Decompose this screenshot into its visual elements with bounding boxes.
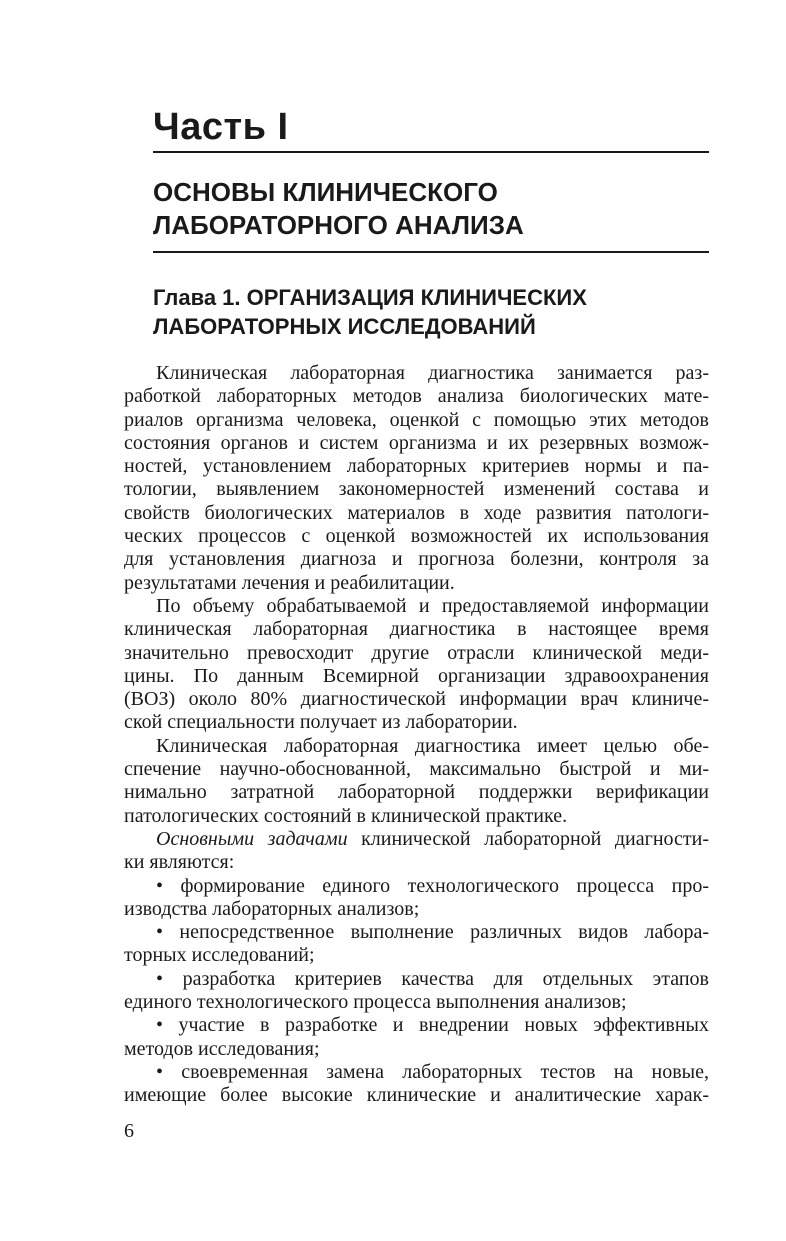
chapter-title-line: Глава 1. ОРГАНИЗАЦИЯ КЛИНИЧЕСКИХ (153, 285, 587, 310)
chapter-title-line: ЛАБОРАТОРНЫХ ИССЛЕДОВАНИЙ (153, 314, 536, 339)
text-line: (ВОЗ) около 80% диагностической информации врач клиниче- (124, 688, 709, 711)
paragraph (124, 828, 709, 875)
text-line: патологических состояний в клинической практике. (124, 804, 568, 827)
text-line: для установления диагноза и прогноза болезни, контроля за (124, 548, 709, 571)
text-line: методов исследования; (124, 1037, 320, 1060)
text-line: значительно превосходит другие отрасли клинической меди- (124, 641, 709, 664)
text-line: свойств биологических материалов в ходе развития патологи- (124, 501, 709, 524)
text-line: • формирование единого технологического процесса про- (156, 874, 709, 897)
list-item (124, 875, 709, 922)
text-line: • непосредственное выполнение различных видов лабора- (156, 921, 709, 944)
text-line: состояния органов и систем организма и их резервных возмож- (124, 431, 709, 454)
list-item (124, 1061, 709, 1108)
text-line: работкой лабораторных методов анализа биологических мате- (124, 385, 709, 408)
text-line: Клиническая лабораторная диагностика занимается раз- (156, 362, 709, 384)
text-line: • разработка критериев качества для отдельных этапов (156, 967, 709, 990)
emphasis-text: Основными задачами (156, 827, 348, 850)
text-line: изводства лабораторных анализов; (124, 897, 420, 920)
section-title-line: ЛАБОРАТОРНОГО АНАЛИЗА (153, 210, 524, 240)
paragraph (124, 595, 709, 735)
list-item (124, 1014, 709, 1061)
text-fragment: клинической лабораторной диагности- (347, 827, 709, 850)
part-title: Часть I (153, 106, 289, 148)
chapter-title (153, 283, 587, 341)
text-line: клиническая лабораторная диагностика в настоящее время (124, 618, 709, 641)
text-line: торных исследований; (124, 944, 315, 967)
text-line (124, 828, 709, 851)
text-line: ческих процессов с оценкой возможностей их использования (124, 525, 709, 548)
list-item (124, 921, 709, 968)
text-line: тологии, выявлением закономерностей изменений состава и (124, 478, 709, 501)
text-line: результатами лечения и реабилитации. (124, 571, 455, 594)
text-line: риалов организма человека, оценкой с помощью этих методов (124, 408, 709, 431)
text-line: Клиническая лабораторная диагностика имеет целью обе- (156, 734, 709, 757)
text-line: цины. По данным Всемирной организации здравоохранения (124, 664, 709, 687)
text-line: • своевременная замена лабораторных тестов на новые, (156, 1060, 709, 1083)
section-title (153, 176, 524, 242)
paragraph (124, 735, 709, 828)
text-line: нимально затратной лабораторной поддержки верификации (124, 781, 709, 804)
text-line: спечение научно-обоснованной, максимально быстрой и ми- (124, 758, 709, 781)
text-line: имеющие более высокие клинические и аналитические харак- (124, 1084, 709, 1107)
body-text (124, 362, 709, 1108)
text-line: ки являются: (124, 851, 235, 874)
section-title-line: ОСНОВЫ КЛИНИЧЕСКОГО (153, 177, 498, 207)
part-divider (153, 151, 709, 153)
text-line: единого технологического процесса выполнения анализов; (124, 991, 627, 1014)
text-line: По объему обрабатываемой и предоставляемой информации (156, 594, 709, 617)
text-line: ностей, установлением лабораторных критериев нормы и па- (124, 455, 709, 478)
text-line: ской специальности получает из лаборатории. (124, 711, 518, 734)
paragraph (124, 362, 709, 595)
list-item (124, 968, 709, 1015)
text-line: • участие в разработке и внедрении новых эффективных (156, 1014, 709, 1037)
section-divider (153, 251, 709, 253)
page-number: 6 (124, 1120, 134, 1142)
